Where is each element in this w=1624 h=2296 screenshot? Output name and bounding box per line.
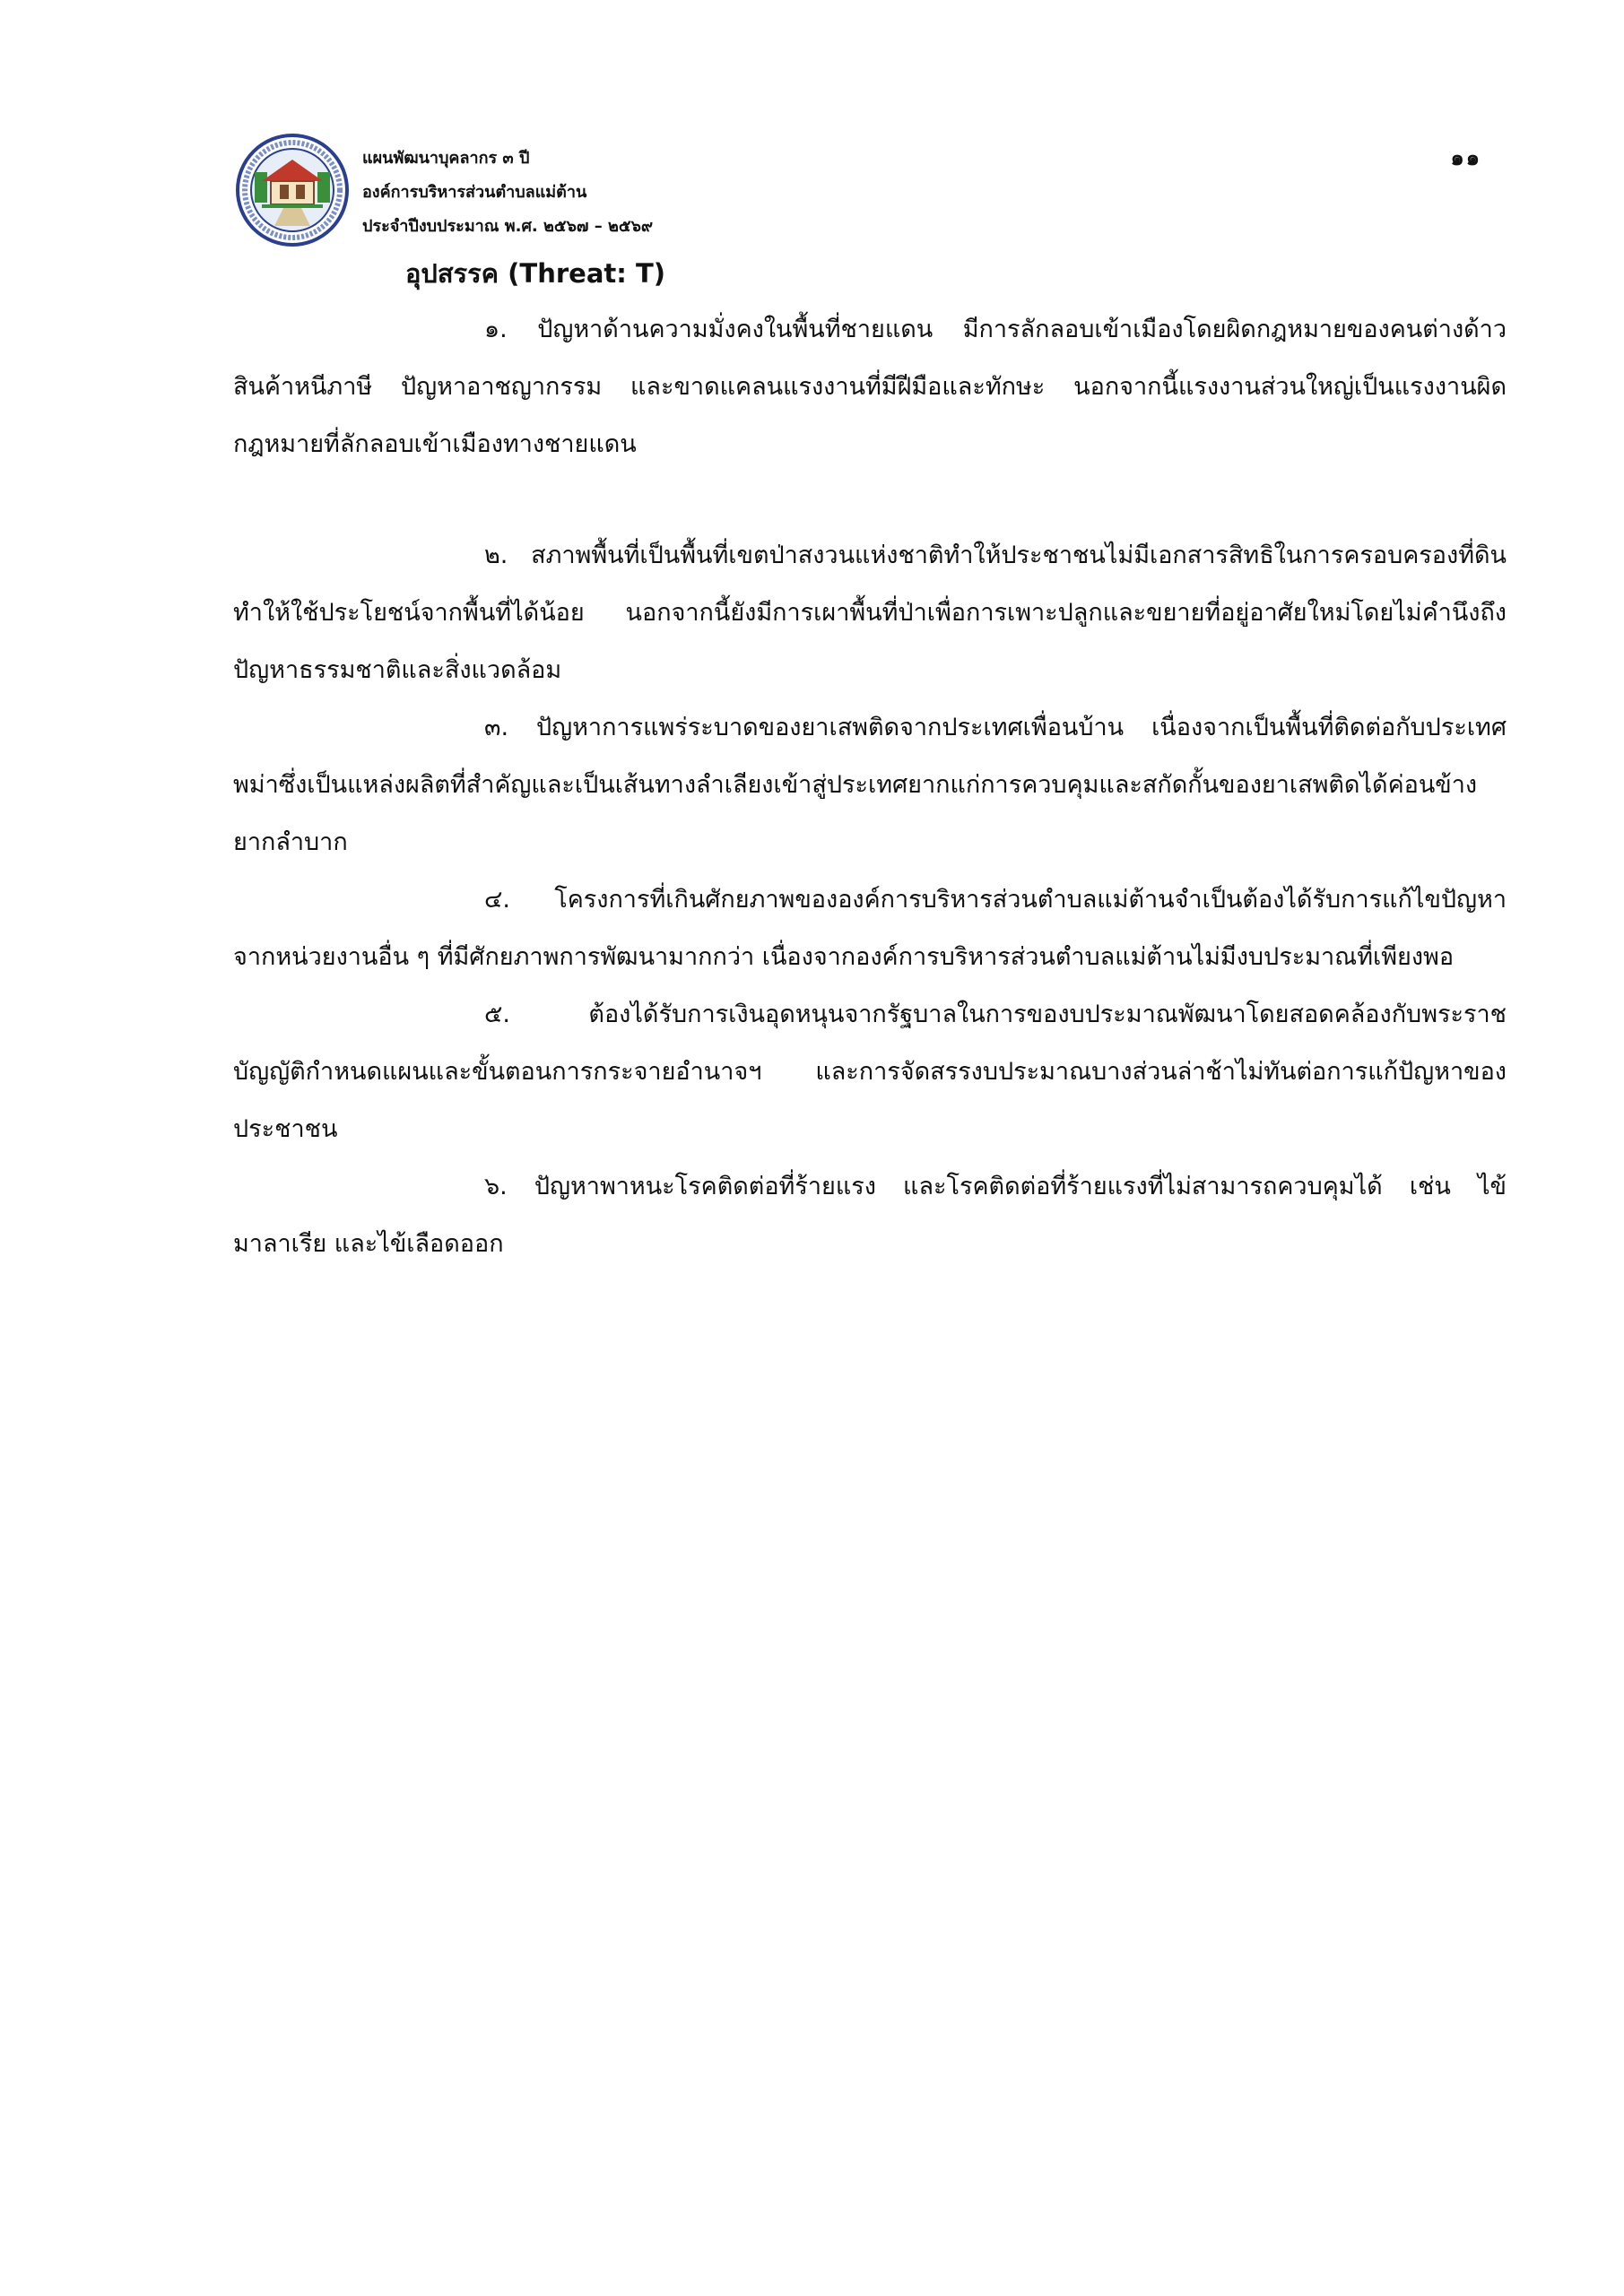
page-number: ๑๑	[1450, 145, 1481, 170]
organization-seal-logo	[235, 133, 350, 247]
threat-paragraph-3: ๓. ปัญหาการแพร่ระบาดของยาเสพติดจากประเทศเพื่อนบ้าน เนื่องจากเป็นพื้นที่ติดต่อกับประเทศพม่าซึ่งเป็นแหล่งผลิตที่สำคัญและเป็นเส้นทางลำเลียงเข้าสู่ประเทศยากแก่การควบคุมและสกัดกั้นของยาเสพติดได้ค่อนข้างยากลำบาก	[233, 714, 1507, 856]
header-fiscal-year: ประจำปีงบประมาณ พ.ศ. ๒๕๖๗ – ๒๕๖๙	[362, 217, 654, 236]
threat-paragraph-1: ๑. ปัญหาด้านความมั่งคงในพื้นที่ชายแดน มีการลักลอบเข้าเมืองโดยผิดกฎหมายของคนต่างด้าว สินค้าหนีภาษี ปัญหาอาชญากรรม และขาดแคลนแรงงานที่มีฝีมือและทักษะ นอกจากนี้แรงงานส่วนใหญ่เป็นแรงงานผิดกฎหมายที่ลักลอบเข้าเมืองทางชายแดน	[233, 316, 1507, 458]
threat-paragraph-2: ๒. สภาพพื้นที่เป็นพื้นที่เขตป่าสงวนแห่งชาติทำให้ประชาชนไม่มีเอกสารสิทธิในการครอบครองที่ดิน ทำให้ใช้ประโยชน์จากพื้นที่ได้น้อย นอกจากนี้ยังมีการเผาพื้นที่ป่าเพื่อการเพาะปลูกและขยายที่อยู่อาศัยใหม่โดยไม่คำนึงถึงปัญหาธรรมชาติและสิ่งแวดล้อม	[233, 542, 1507, 684]
section-title: อุปสรรค (Threat: T)	[405, 258, 665, 289]
document-body	[233, 301, 1507, 1273]
threat-paragraph-6: ๖. ปัญหาพาหนะโรคติดต่อที่ร้ายแรง และโรคติดต่อที่ร้ายแรงที่ไม่สามารถควบคุมได้ เช่น ไข้มาลาเรีย และไข้เลือดออก	[233, 1173, 1507, 1258]
header-text-block	[362, 142, 653, 244]
header-organization-name: องค์การบริหารส่วนตำบลแม่ต้าน	[362, 183, 587, 202]
threat-paragraph-5: ๕. ต้องได้รับการเงินอุดหนุนจากรัฐบาลในการของบประมาณพัฒนาโดยสอดคล้องกับพระราชบัญญัติกำหนดแผนและขั้นตอนการกระจายอำนาจฯ และการจัดสรรงบประมาณบางส่วนล่าช้าไม่ทันต่อการแก้ปัญหาของประชาชน	[233, 1001, 1507, 1143]
page-header	[235, 133, 1490, 249]
threat-paragraph-4: ๔. โครงการที่เกินศักยภาพขององค์การบริหารส่วนตำบลแม่ต้านจำเป็นต้องได้รับการแก้ไขปัญหาจากหน่วยงานอื่น ๆ ที่มีศักยภาพการพัฒนามากกว่า เนื่องจากองค์การบริหารส่วนตำบลแม่ต้านไม่มีงบประมาณที่เพียงพอ	[233, 886, 1507, 971]
header-plan-title: แผนพัฒนาบุคลากร ๓ ปี	[362, 149, 530, 168]
